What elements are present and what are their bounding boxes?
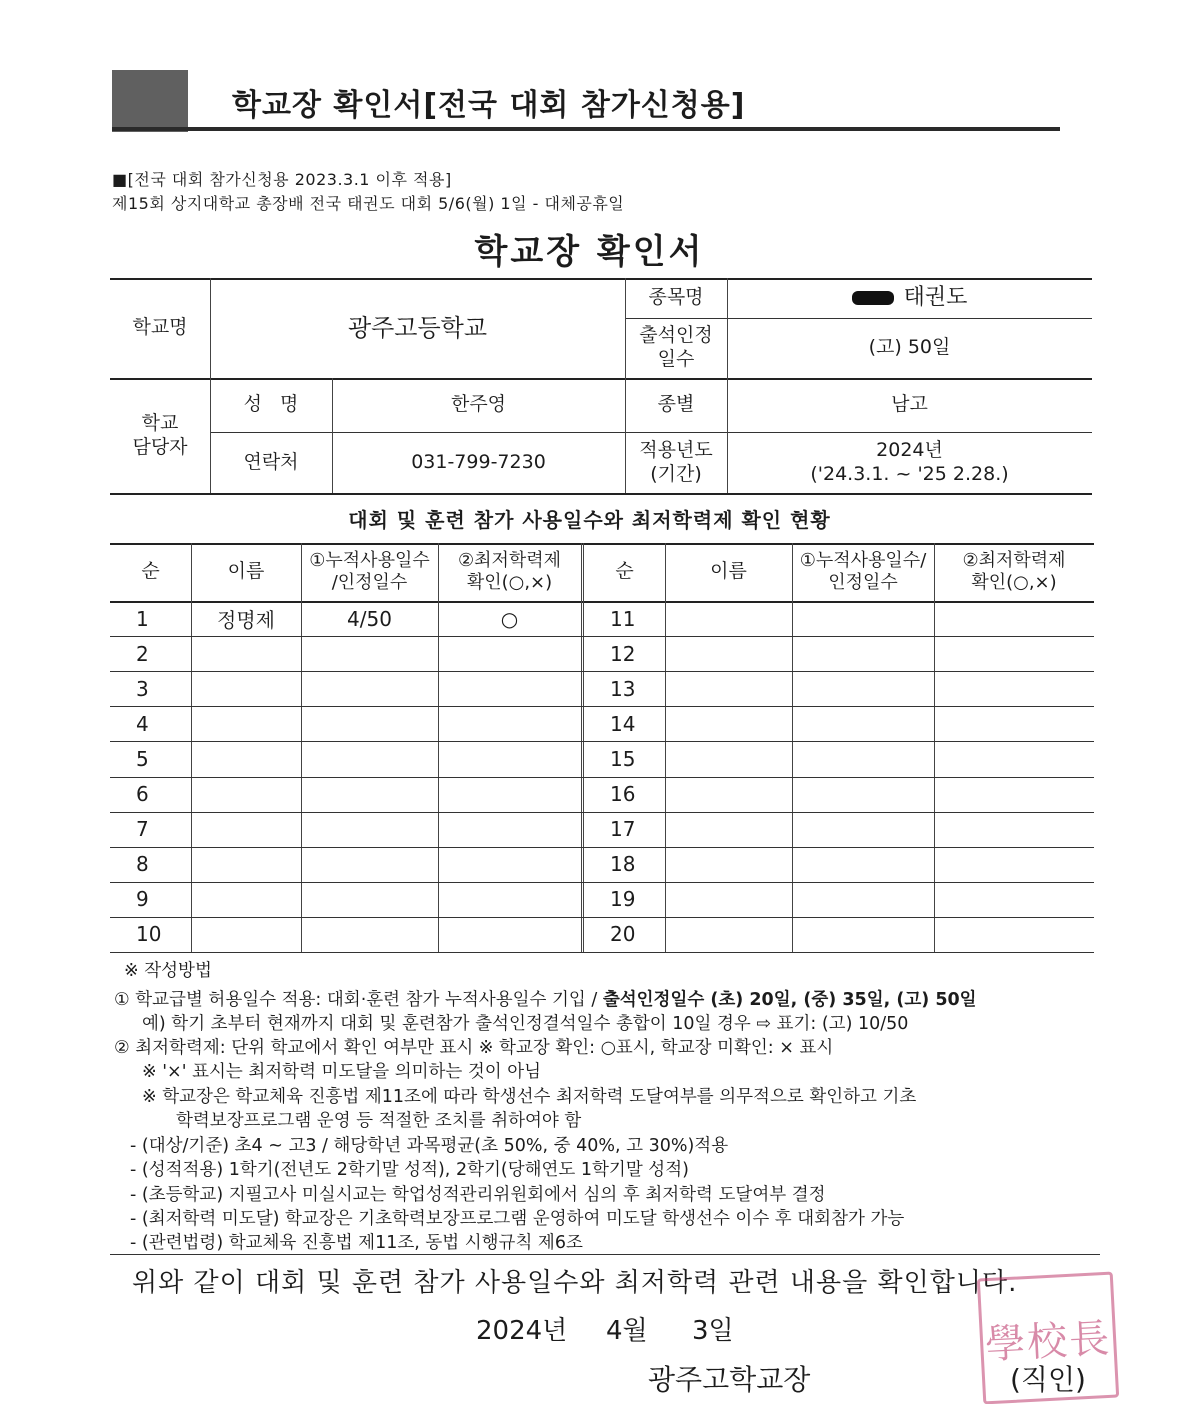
row-name-right (665, 671, 792, 706)
row-days-right (792, 812, 934, 847)
row-divider (110, 636, 1094, 637)
category-value: 남고 (891, 393, 928, 416)
row-days-left (301, 741, 438, 776)
row-name-right (665, 882, 792, 917)
row-check-right (934, 636, 1094, 671)
row-divider (110, 812, 1094, 813)
year-label-line2: (기간) (650, 462, 702, 485)
row-name-right (665, 636, 792, 671)
title-underline (112, 127, 1060, 131)
staff-name-value: 한주영 (450, 393, 507, 416)
row-divider (110, 706, 1094, 707)
header-no-right: 순 (615, 560, 634, 583)
event-label: 종목명 (648, 286, 704, 309)
row-check-left (438, 671, 581, 706)
redaction-mark (852, 291, 894, 305)
row-no-left: 5 (136, 746, 149, 771)
method-underachieve: - (최저학력 미도달) 학교장은 기초학력보장프로그램 운영하여 미도달 학생선수 이수 후 대회참가 가능 (130, 1209, 905, 1229)
year-value-line1: 2024년 (876, 438, 943, 461)
header-days-right-line2: 인정일수 (828, 572, 898, 593)
row-name-right (665, 706, 792, 741)
row-name-right (665, 812, 792, 847)
row-days-left (301, 777, 438, 812)
method-note-principal-cont: 학력보장프로그램 운영 등 적절한 조치를 취하여야 함 (176, 1111, 582, 1131)
row-no-right: 17 (610, 817, 636, 842)
row-divider (110, 777, 1094, 778)
row-name-left: 정명제 (217, 608, 275, 633)
method-item-2: ② 최저학력제: 단위 학교에서 확인 여부만 표시 ※ 학교장 확인: ○표시, 학교장 미확인: × 표시 (114, 1038, 834, 1058)
header-check-left-line2: 확인(○,×) (466, 572, 553, 593)
header-no-left: 순 (141, 560, 160, 583)
row-days-left (301, 812, 438, 847)
method-heading: ※ 작성방법 (124, 961, 212, 981)
method-grade-period: - (성적적용) 1학기(전년도 2학기말 성적), 2학기(당해연도 1학기말 성적) (130, 1160, 689, 1180)
row-no-left: 8 (136, 852, 149, 877)
row-no-right: 16 (610, 782, 636, 807)
year-value (727, 432, 1092, 493)
header-days-right-line1: ①누적사용일수/ (799, 549, 927, 571)
row-no-right: 19 (610, 887, 636, 912)
row-check-left (438, 882, 581, 917)
staff-label-line2: 담당자 (132, 435, 188, 458)
event-value (727, 278, 1092, 318)
method-law: - (관련법령) 학교체육 진흥법 제11조, 동법 시행규칙 제6조 (130, 1233, 583, 1253)
row-name-left (191, 847, 301, 882)
row-days-right (792, 671, 934, 706)
row-name-left (191, 777, 301, 812)
event-value-text: 태권도 (903, 285, 968, 311)
attendance-label (625, 318, 727, 378)
row-days-right (792, 741, 934, 776)
staff-name-label: 성 명 (243, 393, 299, 416)
form-title: 학교장 확인서[전국 대회 참가신청용] (232, 88, 746, 123)
contact-label: 연락처 (243, 450, 299, 473)
status-section-title: 대회 및 훈련 참가 사용일수와 최저학력제 확인 현황 (348, 508, 831, 532)
row-name-left (191, 706, 301, 741)
staff-label-line1: 학교 (141, 411, 179, 434)
method-note-principal: ※ 학교장은 학교체육 진흥법 제11조에 따라 학생선수 최저학력 도달여부를 의무적으로 확인하고 기초 (142, 1087, 917, 1107)
row-no-right: 11 (610, 606, 636, 631)
attendance-label-line1: 출석인정 (639, 324, 713, 347)
row-days-right (792, 601, 934, 636)
header-check-right-line2: 확인(○,×) (971, 572, 1057, 593)
row-days-left: 4/50 (347, 606, 392, 631)
row-days-right (792, 706, 934, 741)
row-no-right: 18 (610, 852, 636, 877)
event-note: 제15회 상지대학교 총장배 전국 태권도 대회 5/6(월) 1일 - 대체공휴일 (112, 194, 625, 213)
row-check-right (934, 706, 1094, 741)
year-label (625, 432, 727, 493)
method-item-1 (114, 986, 977, 1011)
row-no-right: 12 (610, 641, 636, 666)
row-name-left (191, 882, 301, 917)
row-no-left: 2 (136, 641, 149, 666)
title-shade-block (112, 70, 188, 132)
row-name-left (191, 741, 301, 776)
row-name-right (665, 917, 792, 952)
category-label: 종별 (657, 393, 695, 416)
footer-rule (110, 1254, 1100, 1255)
contact-value: 031-799-7230 (411, 450, 546, 473)
row-check-right (934, 812, 1094, 847)
row-days-left (301, 706, 438, 741)
header-days-left-line2: /인정일수 (331, 572, 408, 593)
row-check-right (934, 741, 1094, 776)
header-check-left (438, 543, 581, 601)
header-days-left-line1: ①누적사용일수 (309, 549, 430, 571)
school-name-label: 학교명 (132, 316, 188, 339)
school-seal-stamp: 學校長 (977, 1272, 1119, 1404)
row-days-right (792, 636, 934, 671)
method-item-1-text: ① 학교급별 허용일수 적용: 대회·훈련 참가 누적사용일수 기입 / (114, 990, 603, 1010)
row-divider (110, 882, 1094, 883)
attendance-label-line2: 일수 (657, 348, 695, 370)
header-check-right-line1: ②최저학력제 (962, 549, 1066, 571)
row-check-left (438, 741, 581, 776)
row-name-right (665, 601, 792, 636)
row-check-left (438, 812, 581, 847)
method-note-x: ※ '×' 표시는 최저학력 미도달을 의미하는 것이 아님 (142, 1062, 542, 1082)
staff-label (110, 378, 210, 493)
header-name-left: 이름 (227, 560, 265, 583)
row-check-right (934, 671, 1094, 706)
confirmation-statement: 위와 같이 대회 및 훈련 참가 사용일수와 최저학력 관련 내용을 확인합니다. (132, 1268, 1018, 1298)
row-name-right (665, 741, 792, 776)
row-no-left: 3 (136, 676, 149, 701)
date-month: 4월 (606, 1316, 648, 1346)
method-example: 예) 학기 초부터 현재까지 대회 및 훈련참가 출석인정결석일수 총합이 10일 경우 ⇨ 표기: (고) 10/50 (142, 1014, 909, 1034)
row-check-left (438, 917, 581, 952)
year-value-line2: ('24.3.1. ~ '25 2.28.) (810, 462, 1009, 485)
row-days-right (792, 777, 934, 812)
row-days-left (301, 882, 438, 917)
row-no-right: 13 (610, 676, 636, 701)
row-check-right (934, 601, 1094, 636)
row-name-left (191, 917, 301, 952)
method-item-1-bold: 출석인정일수 (초) 20일, (중) 35일, (고) 50일 (602, 990, 977, 1010)
row-divider (110, 741, 1094, 742)
row-days-right (792, 882, 934, 917)
row-divider (110, 917, 1094, 918)
date-year: 2024년 (476, 1316, 568, 1346)
row-check-left (438, 706, 581, 741)
date-day: 3일 (692, 1316, 734, 1346)
row-days-right (792, 917, 934, 952)
school-name-value: 광주고등학교 (347, 314, 488, 342)
row-no-right: 14 (610, 711, 636, 736)
row-no-left: 4 (136, 711, 149, 736)
status-table-bottom-border (110, 952, 1094, 953)
row-days-left (301, 917, 438, 952)
row-check-right (934, 917, 1094, 952)
header-name-right: 이름 (710, 560, 747, 583)
row-no-left: 9 (136, 887, 149, 912)
document-title: 학교장 확인서 (474, 232, 705, 272)
attendance-value: (고) 50일 (868, 336, 951, 359)
row-no-right: 15 (610, 746, 636, 771)
seal-mark: (직인) (1010, 1363, 1086, 1396)
row-check-right (934, 777, 1094, 812)
year-label-line1: 적용년도 (639, 438, 713, 461)
row-name-right (665, 777, 792, 812)
header-days-left (301, 543, 438, 601)
row-days-left (301, 671, 438, 706)
row-check-left: ○ (500, 606, 519, 631)
method-criteria: - (대상/기준) 초4 ~ 고3 / 해당학년 과목평균(초 50%, 중 40%, 고 30%)적용 (130, 1136, 729, 1156)
row-divider (110, 847, 1094, 848)
row-name-right (665, 847, 792, 882)
row-name-left (191, 671, 301, 706)
header-check-left-line1: ②최저학력제 (457, 549, 562, 571)
row-days-left (301, 847, 438, 882)
row-days-left (301, 636, 438, 671)
row-no-left: 1 (136, 606, 149, 631)
header-days-right (792, 543, 934, 601)
row-no-left: 7 (136, 817, 149, 842)
row-no-left: 10 (136, 922, 162, 947)
row-check-left (438, 636, 581, 671)
row-days-right (792, 847, 934, 882)
method-elementary: - (초등학교) 지필고사 미실시교는 학업성적관리위원회에서 심의 후 최저학력 도달여부 결정 (130, 1185, 826, 1205)
row-check-right (934, 882, 1094, 917)
header-check-right (934, 543, 1094, 601)
applicability-note: ■[전국 대회 참가신청용 2023.3.1 이후 적용] (112, 170, 452, 189)
row-check-left (438, 847, 581, 882)
row-no-left: 6 (136, 782, 149, 807)
signer-name: 광주고학교장 (648, 1363, 811, 1396)
row-name-left (191, 812, 301, 847)
row-no-right: 20 (610, 922, 636, 947)
row-divider (110, 671, 1094, 672)
row-name-left (191, 636, 301, 671)
row-check-right (934, 847, 1094, 882)
row-check-left (438, 777, 581, 812)
info-table-bottom-border (110, 493, 1092, 495)
